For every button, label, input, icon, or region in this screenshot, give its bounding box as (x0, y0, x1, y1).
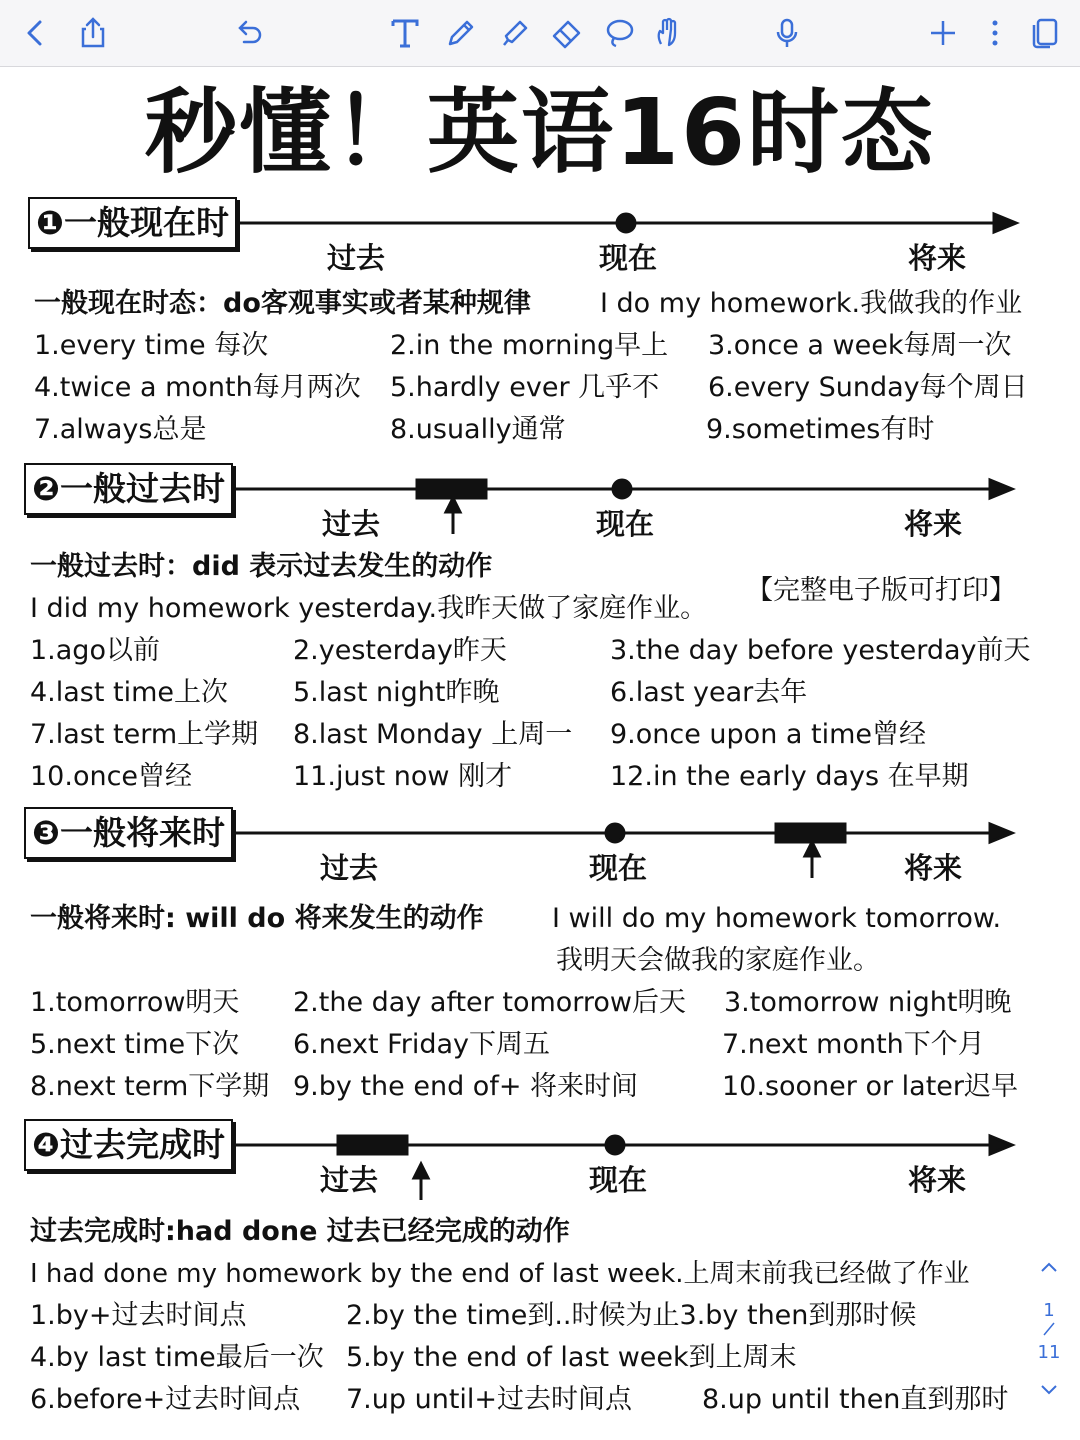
list-item: 8.next term下学期 (30, 1071, 270, 1102)
list-item: 10.once曾经 (30, 761, 193, 792)
list-item: 5.by the end of last week到上周末 (346, 1342, 797, 1373)
list-item: 3.once a week每周一次 (708, 330, 1012, 361)
list-item: 8.usually通常 (390, 414, 566, 445)
timeline-action-block (417, 480, 486, 498)
timeline-past-label: 过去 (320, 1163, 379, 1197)
timeline-now-dot (613, 480, 631, 498)
list-item: 6.last year去年 (610, 677, 808, 708)
list-item: 7.up until+过去时间点 (346, 1384, 633, 1415)
list-item: 7.next month下个月 (722, 1029, 985, 1060)
section-label: ❶一般现在时 (28, 197, 237, 249)
page-indicator[interactable] (1034, 1258, 1064, 1402)
list-item: 3.the day before yesterday前天 (610, 635, 1031, 666)
list-item: 1.every time 每次 (34, 330, 269, 361)
list-item: 4.by last time最后一次 (30, 1342, 324, 1373)
section-label: ❸一般将来时 (24, 807, 233, 859)
page-title: 秒懂！英语16时态 (144, 79, 936, 186)
list-item: 3.tomorrow night明晚 (724, 987, 1012, 1018)
list-item: 9.sometimes有时 (706, 414, 935, 445)
timeline-pointer-head (414, 1164, 428, 1178)
timeline-future-label: 将来 (904, 851, 963, 885)
timeline-pointer-head (805, 842, 819, 856)
list-item: 1.by+过去时间点 (30, 1300, 247, 1331)
tense-example-translation: 我明天会做我的家庭作业。 (556, 945, 880, 976)
list-item: 9.by the end of+ 将来时间 (293, 1071, 639, 1102)
timeline-now-label: 现在 (596, 507, 655, 541)
list-item: 7.last term上学期 (30, 719, 259, 750)
timeline-now-label: 现在 (599, 241, 658, 275)
list-item: 6.every Sunday每个周日 (708, 372, 1028, 403)
page-separator (1034, 1321, 1064, 1342)
list-item: 2.in the morning早上 (390, 330, 669, 361)
tense-definition: 过去完成时:had done 过去已经完成的动作 (30, 1216, 570, 1247)
timeline-now-label: 现在 (589, 851, 648, 885)
section-label: ❷一般过去时 (24, 463, 233, 515)
chevron-down-icon[interactable] (1034, 1381, 1064, 1402)
tense-definition: 一般现在时态：do客观事实或者某种规律 (34, 288, 531, 319)
timeline-past-label: 过去 (322, 507, 381, 541)
timeline-past-label: 过去 (320, 851, 379, 885)
list-item: 9.once upon a time曾经 (610, 719, 927, 750)
list-item: 5.hardly ever 几乎不 (390, 372, 660, 403)
chevron-up-icon[interactable] (1034, 1258, 1064, 1280)
total-pages: 11 (1037, 1342, 1061, 1363)
timeline-now-dot (617, 214, 635, 232)
list-item: 8.up until then直到那时 (702, 1384, 1009, 1415)
list-item: 6.before+过去时间点 (30, 1384, 301, 1415)
timeline-now-dot (606, 824, 624, 842)
list-item: 4.twice a month每月两次 (34, 372, 361, 403)
timeline-arrow (990, 1136, 1012, 1154)
list-item: 1.tomorrow明天 (30, 987, 240, 1018)
print-note: 【完整电子版可打印】 (746, 575, 1016, 606)
timeline-future-label: 将来 (908, 241, 967, 275)
tense-example: I will do my homework tomorrow. (552, 903, 1002, 934)
list-item: 4.last time上次 (30, 677, 229, 708)
list-item: 8.last Monday 上周一 (293, 719, 573, 750)
list-item: 7.always总是 (34, 414, 207, 445)
timeline-future-label: 将来 (904, 507, 963, 541)
current-page: 1 (1043, 1300, 1055, 1321)
timeline-future-label: 将来 (908, 1163, 967, 1197)
timeline-now-label: 现在 (589, 1163, 648, 1197)
list-item: 5.last night昨晚 (293, 677, 500, 708)
tense-definition: 一般过去时：did 表示过去发生的动作 (30, 551, 493, 582)
tense-example: I do my homework.我做我的作业 (600, 288, 1023, 319)
list-item: 5.next time下次 (30, 1029, 240, 1060)
timeline-arrow (994, 214, 1016, 232)
list-item: 1.ago以前 (30, 635, 160, 666)
list-item: 12.in the early days 在早期 (610, 761, 969, 792)
tense-definition: 一般将来时: will do 将来发生的动作 (30, 903, 484, 934)
tense-example: I did my homework yesterday.我昨天做了家庭作业。 (30, 593, 708, 624)
list-item: 2.the day after tomorrow后天 (293, 987, 687, 1018)
list-item: 11.just now 刚才 (293, 761, 513, 792)
timeline-action-block (338, 1136, 407, 1154)
timeline-arrow (990, 480, 1012, 498)
timeline-past-label: 过去 (327, 241, 386, 275)
section-label: ❹过去完成时 (24, 1119, 233, 1171)
list-item: 10.sooner or later迟早 (722, 1071, 1018, 1102)
timeline-arrow (990, 824, 1012, 842)
timeline-action-block (776, 824, 845, 842)
list-item: 6.next Friday下周五 (293, 1029, 550, 1060)
list-item: 2.yesterday昨天 (293, 635, 507, 666)
tense-example: I had done my homework by the end of last week.上周末前我已经做了作业 (30, 1259, 970, 1289)
timeline-pointer-head (446, 498, 460, 512)
list-item: 2.by the time到..时候为止3.by then到那时候 (346, 1300, 917, 1331)
timeline-now-dot (606, 1136, 624, 1154)
